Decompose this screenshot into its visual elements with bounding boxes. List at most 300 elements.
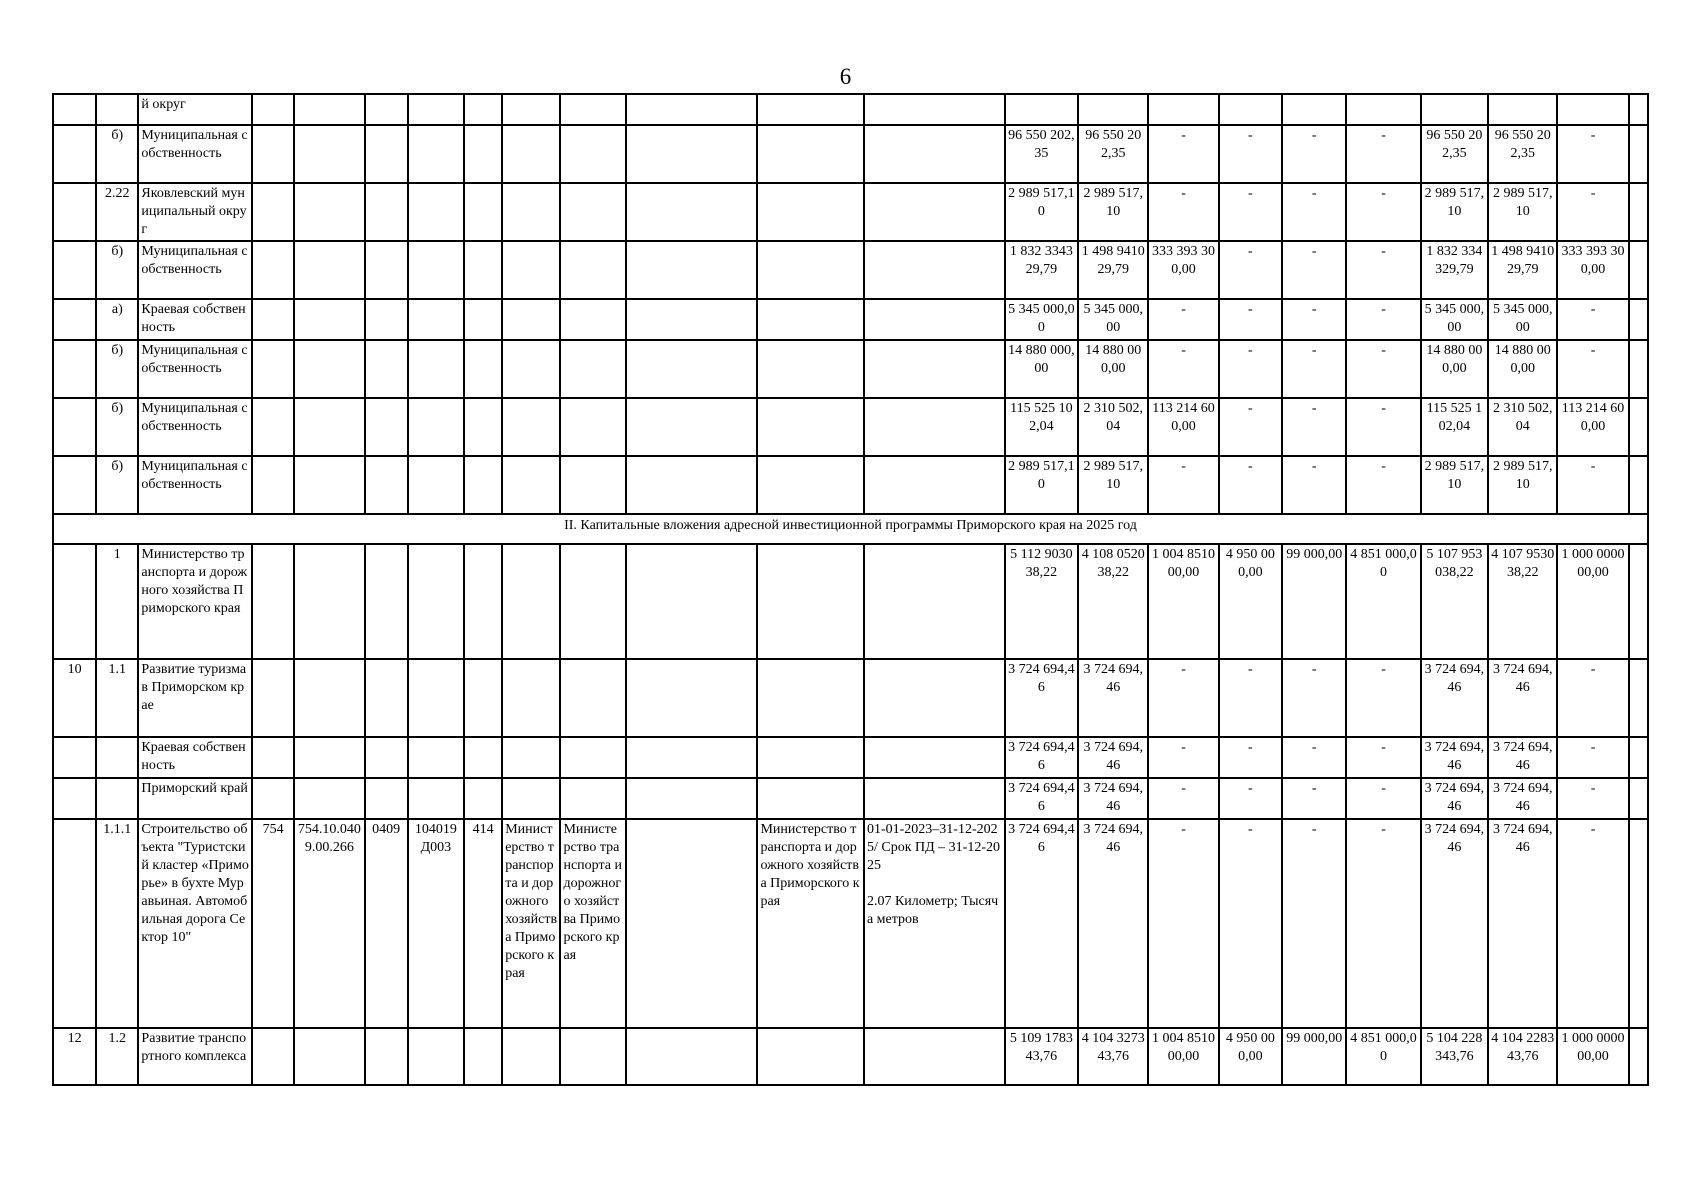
cell-v6: - [1346,299,1420,340]
cell-v10 [1629,544,1648,659]
cell-csr [408,1028,464,1085]
cell-v2: 4 104 327343,76 [1078,1028,1148,1085]
cell-v3: - [1148,125,1218,183]
cell-v7: 14 880 000,00 [1421,340,1488,398]
cell-v6: - [1346,456,1420,514]
cell-v5: - [1282,340,1346,398]
cell-rz [365,340,408,398]
cell-v3: - [1148,456,1218,514]
cell-z1 [502,778,560,819]
cell-z5 [864,94,1005,125]
cell-n [53,340,96,398]
cell-v9: - [1557,737,1628,778]
cell-gr [252,125,294,183]
cell-v3: 1 004 851000,00 [1148,544,1218,659]
cell-v8: 3 724 694,46 [1488,778,1557,819]
cell-z2 [560,398,625,456]
cell-z5 [864,659,1005,737]
cell-csr [408,544,464,659]
cell-v4: - [1219,778,1282,819]
cell-z5: 01-01-2023–31-12-2025/ Срок ПД – 31-12-2025 2.07 Километр; Тысяча метров [864,819,1005,1028]
cell-v4: 4 950 000,00 [1219,544,1282,659]
cell-z4 [757,241,864,299]
cell-n [53,183,96,241]
cell-v9: - [1557,340,1628,398]
cell-v3: 1 004 851000,00 [1148,1028,1218,1085]
cell-z2 [560,125,625,183]
cell-v10 [1629,94,1648,125]
cell-v10 [1629,241,1648,299]
cell-gr [252,737,294,778]
cell-v8: 3 724 694,46 [1488,819,1557,1028]
cell-z5 [864,340,1005,398]
cell-kbk [294,659,364,737]
cell-n [53,398,96,456]
cell-z5 [864,778,1005,819]
cell-vr [464,241,502,299]
cell-z2: Министерство транспорта и дорожного хозяйства Приморского края [560,819,625,1028]
cell-v10 [1629,1028,1648,1085]
cell-v3 [1148,94,1218,125]
cell-v1: 5 109 178343,76 [1005,1028,1078,1085]
cell-z4 [757,125,864,183]
cell-v8 [1488,94,1557,125]
cell-z4 [757,544,864,659]
cell-kbk [294,299,364,340]
cell-rz [365,125,408,183]
cell-csr [408,456,464,514]
table-row [53,94,1648,125]
cell-z5 [864,299,1005,340]
cell-v6: - [1346,398,1420,456]
cell-v8: 2 310 502,04 [1488,398,1557,456]
cell-rz [365,456,408,514]
cell-v8: 1 498 941029,79 [1488,241,1557,299]
cell-name: Строительство объекта "Туристский кластер «Приморье» в бухте Муравьиная. Автомобильная дорога Сектор 10" [138,819,252,1028]
table-row [53,299,1648,340]
cell-v2: 14 880 000,00 [1078,340,1148,398]
cell-rz [365,398,408,456]
cell-csr [408,94,464,125]
cell-csr [408,340,464,398]
cell-v8: 2 989 517,10 [1488,183,1557,241]
cell-v5: - [1282,183,1346,241]
cell-csr [408,183,464,241]
cell-kbk [294,241,364,299]
cell-name: Муниципальная собственность [138,398,252,456]
cell-v7 [1421,94,1488,125]
table-row [53,778,1648,819]
cell-gr: 754 [252,819,294,1028]
cell-z4 [757,778,864,819]
cell-v1: 2 989 517,10 [1005,456,1078,514]
cell-v9: - [1557,819,1628,1028]
cell-z5 [864,544,1005,659]
cell-v1: 3 724 694,46 [1005,778,1078,819]
cell-rz [365,183,408,241]
cell-code [96,737,138,778]
cell-v9: 113 214 600,00 [1557,398,1628,456]
cell-name: Развитие туризма в Приморском крае [138,659,252,737]
cell-z1: Министерство транспорта и дорожного хозяйства Приморского края [502,819,560,1028]
cell-v5: - [1282,299,1346,340]
cell-n [53,456,96,514]
cell-z3 [626,125,758,183]
cell-v1: 3 724 694,46 [1005,659,1078,737]
cell-csr [408,241,464,299]
cell-v3: - [1148,778,1218,819]
cell-v7: 3 724 694,46 [1421,778,1488,819]
table-row [53,737,1648,778]
cell-v6: 4 851 000,00 [1346,1028,1420,1085]
cell-name: й округ [138,94,252,125]
cell-v4: - [1219,659,1282,737]
cell-code [96,94,138,125]
cell-v10 [1629,125,1648,183]
cell-gr [252,1028,294,1085]
cell-z3 [626,299,758,340]
cell-v2: 2 989 517,10 [1078,456,1148,514]
table-row [53,125,1648,183]
cell-name: Развитие транспортного комплекса [138,1028,252,1085]
cell-gr [252,778,294,819]
cell-vr [464,299,502,340]
cell-name: Муниципальная собственность [138,456,252,514]
cell-vr [464,778,502,819]
cell-z1 [502,183,560,241]
cell-z3 [626,398,758,456]
cell-v4: - [1219,241,1282,299]
cell-csr [408,299,464,340]
cell-v7: 2 989 517,10 [1421,183,1488,241]
cell-v6: - [1346,241,1420,299]
cell-kbk [294,544,364,659]
cell-v9: - [1557,299,1628,340]
cell-v9: 1 000 000000,00 [1557,544,1628,659]
cell-v3: - [1148,183,1218,241]
cell-v1: 3 724 694,46 [1005,737,1078,778]
table-row [53,1028,1648,1085]
cell-z2 [560,778,625,819]
table-row [53,659,1648,737]
cell-v3: 333 393 300,00 [1148,241,1218,299]
cell-csr [408,398,464,456]
cell-z2 [560,544,625,659]
cell-code: 1.1 [96,659,138,737]
cell-z4 [757,299,864,340]
cell-csr: 104019Д003 [408,819,464,1028]
cell-v5: 99 000,00 [1282,1028,1346,1085]
cell-v8: 3 724 694,46 [1488,659,1557,737]
cell-v4: - [1219,299,1282,340]
cell-v3: 113 214 600,00 [1148,398,1218,456]
cell-v6: - [1346,125,1420,183]
cell-z2 [560,241,625,299]
cell-code: б) [96,456,138,514]
cell-vr [464,125,502,183]
table-row [53,819,1648,1028]
cell-v10 [1629,398,1648,456]
cell-code: 1.2 [96,1028,138,1085]
cell-n [53,778,96,819]
cell-vr [464,659,502,737]
cell-v2: 2 310 502,04 [1078,398,1148,456]
cell-v10 [1629,659,1648,737]
cell-v6: 4 851 000,00 [1346,544,1420,659]
cell-v8: 96 550 202,35 [1488,125,1557,183]
cell-kbk [294,340,364,398]
cell-code: 1 [96,544,138,659]
cell-v1: 2 989 517,10 [1005,183,1078,241]
cell-v7: 96 550 202,35 [1421,125,1488,183]
cell-z1 [502,299,560,340]
cell-code: б) [96,398,138,456]
cell-z5 [864,398,1005,456]
cell-v2 [1078,94,1148,125]
cell-name: Министерство транспорта и дорожного хозяйства Приморского края [138,544,252,659]
cell-z2 [560,299,625,340]
table-row [53,241,1648,299]
cell-v5: - [1282,659,1346,737]
cell-n [53,737,96,778]
cell-gr [252,659,294,737]
cell-kbk [294,737,364,778]
cell-v4: - [1219,737,1282,778]
cell-vr [464,1028,502,1085]
cell-v5: - [1282,241,1346,299]
cell-v5: - [1282,778,1346,819]
cell-z4 [757,94,864,125]
cell-v4: - [1219,456,1282,514]
cell-v1 [1005,94,1078,125]
cell-vr [464,737,502,778]
cell-v5: - [1282,398,1346,456]
cell-v4 [1219,94,1282,125]
table-row [53,544,1648,659]
cell-v10 [1629,456,1648,514]
cell-v1: 14 880 000,00 [1005,340,1078,398]
cell-v3: - [1148,340,1218,398]
cell-rz [365,544,408,659]
cell-v6: - [1346,340,1420,398]
cell-n [53,241,96,299]
cell-z4 [757,737,864,778]
cell-v2: 3 724 694,46 [1078,819,1148,1028]
cell-z1 [502,398,560,456]
cell-v6: - [1346,778,1420,819]
cell-v7: 1 832 334329,79 [1421,241,1488,299]
cell-gr [252,398,294,456]
cell-v7: 3 724 694,46 [1421,659,1488,737]
cell-v2: 2 989 517,10 [1078,183,1148,241]
cell-z4 [757,659,864,737]
cell-z1 [502,94,560,125]
cell-kbk [294,398,364,456]
cell-gr [252,299,294,340]
cell-rz [365,94,408,125]
cell-gr [252,94,294,125]
cell-kbk [294,125,364,183]
cell-z2 [560,183,625,241]
cell-name: Муниципальная собственность [138,125,252,183]
cell-v1: 5 112 903038,22 [1005,544,1078,659]
cell-v7: 3 724 694,46 [1421,737,1488,778]
cell-n: 10 [53,659,96,737]
cell-kbk [294,1028,364,1085]
cell-v2: 5 345 000,00 [1078,299,1148,340]
table-row [53,456,1648,514]
cell-v4: - [1219,340,1282,398]
cell-v2: 4 108 052038,22 [1078,544,1148,659]
cell-z1 [502,659,560,737]
cell-csr [408,778,464,819]
cell-gr [252,183,294,241]
cell-name: Муниципальная собственность [138,241,252,299]
cell-code: 1.1.1 [96,819,138,1028]
cell-csr [408,125,464,183]
cell-gr [252,544,294,659]
cell-v7: 5 104 228343,76 [1421,1028,1488,1085]
cell-csr [408,737,464,778]
cell-v3: - [1148,659,1218,737]
cell-v2: 3 724 694,46 [1078,737,1148,778]
cell-code: б) [96,241,138,299]
cell-v6: - [1346,819,1420,1028]
cell-v10 [1629,819,1648,1028]
cell-z2 [560,659,625,737]
cell-kbk [294,183,364,241]
cell-v10 [1629,737,1648,778]
cell-v9: 1 000 000000,00 [1557,1028,1628,1085]
cell-v8: 2 989 517,10 [1488,456,1557,514]
cell-kbk [294,94,364,125]
cell-v8: 5 345 000,00 [1488,299,1557,340]
cell-v8: 4 104 228343,76 [1488,1028,1557,1085]
cell-v7: 5 345 000,00 [1421,299,1488,340]
cell-z4 [757,183,864,241]
cell-n: 12 [53,1028,96,1085]
cell-v8: 3 724 694,46 [1488,737,1557,778]
investment-program-table [52,93,1649,1086]
cell-v2: 3 724 694,46 [1078,659,1148,737]
cell-z5 [864,125,1005,183]
cell-name: Краевая собственность [138,299,252,340]
cell-z2 [560,1028,625,1085]
cell-v5: - [1282,737,1346,778]
cell-vr [464,183,502,241]
cell-v1: 3 724 694,46 [1005,819,1078,1028]
cell-n [53,299,96,340]
cell-v7: 115 525 102,04 [1421,398,1488,456]
cell-csr [408,659,464,737]
cell-z1 [502,456,560,514]
cell-n [53,94,96,125]
cell-v2: 1 498 941029,79 [1078,241,1148,299]
cell-kbk: 754.10.0409.00.266 [294,819,364,1028]
page-number: 6 [839,64,852,89]
cell-v8: 4 107 953038,22 [1488,544,1557,659]
cell-v4: - [1219,183,1282,241]
cell-v5 [1282,94,1346,125]
cell-v1: 115 525 102,04 [1005,398,1078,456]
cell-n [53,125,96,183]
table-row [53,340,1648,398]
cell-z5 [864,737,1005,778]
cell-z3 [626,340,758,398]
cell-v10 [1629,340,1648,398]
cell-z3 [626,819,758,1028]
cell-v9: - [1557,456,1628,514]
cell-z3 [626,1028,758,1085]
cell-vr: 414 [464,819,502,1028]
cell-z4 [757,456,864,514]
cell-z4: Министерство транспорта и дорожного хозяйства Приморского края [757,819,864,1028]
cell-v4: 4 950 000,00 [1219,1028,1282,1085]
cell-v4: - [1219,125,1282,183]
cell-z4 [757,398,864,456]
cell-gr [252,340,294,398]
cell-z2 [560,737,625,778]
cell-v9: 333 393 300,00 [1557,241,1628,299]
cell-z3 [626,737,758,778]
cell-code [96,778,138,819]
cell-z3 [626,544,758,659]
cell-code: а) [96,299,138,340]
cell-code: б) [96,340,138,398]
cell-z2 [560,94,625,125]
cell-name: Яковлевский муниципальный округ [138,183,252,241]
cell-z3 [626,659,758,737]
cell-v5: - [1282,125,1346,183]
cell-v10 [1629,778,1648,819]
cell-z5 [864,241,1005,299]
cell-v4: - [1219,398,1282,456]
cell-z4 [757,1028,864,1085]
cell-vr [464,456,502,514]
cell-z1 [502,340,560,398]
cell-v9: - [1557,778,1628,819]
cell-v2: 3 724 694,46 [1078,778,1148,819]
cell-z1 [502,125,560,183]
table-row [53,183,1648,241]
cell-v6: - [1346,659,1420,737]
cell-v10 [1629,299,1648,340]
cell-rz [365,299,408,340]
cell-z3 [626,183,758,241]
cell-v5: - [1282,456,1346,514]
cell-v9: - [1557,659,1628,737]
cell-z2 [560,340,625,398]
cell-code: б) [96,125,138,183]
cell-n [53,544,96,659]
cell-name: Приморский край [138,778,252,819]
cell-kbk [294,456,364,514]
table-row [53,398,1648,456]
cell-z4 [757,340,864,398]
cell-rz [365,241,408,299]
cell-z2 [560,456,625,514]
cell-v3: - [1148,819,1218,1028]
cell-kbk [294,778,364,819]
cell-vr [464,94,502,125]
cell-rz [365,737,408,778]
cell-z5 [864,183,1005,241]
cell-vr [464,398,502,456]
cell-v1: 5 345 000,00 [1005,299,1078,340]
cell-z3 [626,456,758,514]
cell-v5: 99 000,00 [1282,544,1346,659]
cell-v3: - [1148,299,1218,340]
